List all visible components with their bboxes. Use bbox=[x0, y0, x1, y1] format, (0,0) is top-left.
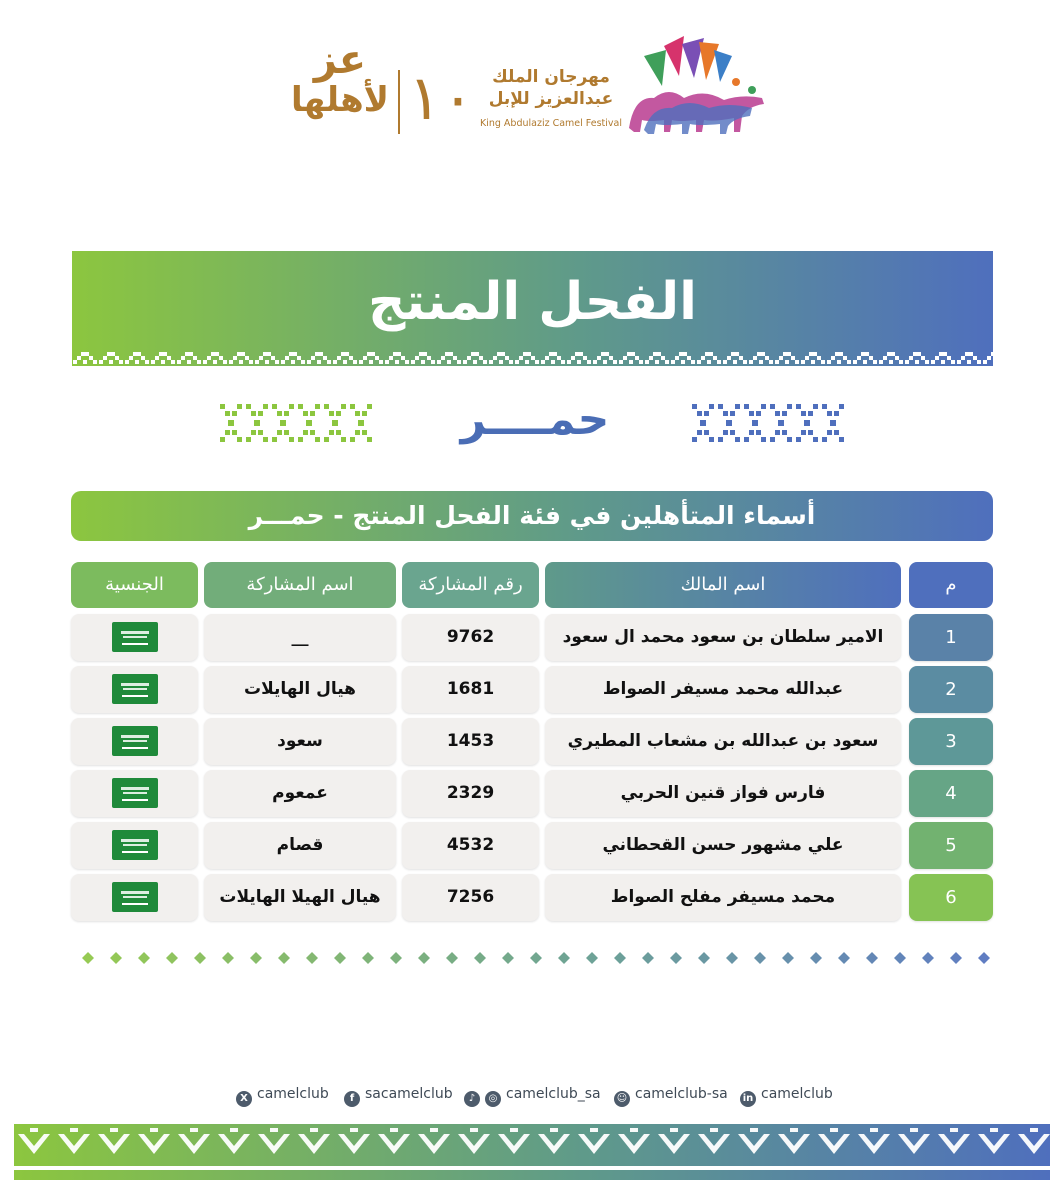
header-participation-name: اسم المشاركة bbox=[204, 562, 396, 608]
participation-number: 7256 bbox=[402, 874, 539, 921]
row-number: 3 bbox=[909, 718, 993, 765]
participation-name: __ bbox=[204, 614, 396, 661]
instagram-icon: ◎ bbox=[485, 1091, 501, 1107]
social-snapchat[interactable] bbox=[614, 1083, 728, 1105]
nationality-cell bbox=[71, 718, 198, 765]
linkedin-icon: in bbox=[740, 1091, 756, 1107]
row-number: 6 bbox=[909, 874, 993, 921]
participation-number: 2329 bbox=[402, 770, 539, 817]
participation-number: 1681 bbox=[402, 666, 539, 713]
page-title: الفحل المنتج bbox=[368, 272, 697, 332]
header-number: م bbox=[909, 562, 993, 608]
title-sadu-pattern bbox=[72, 352, 993, 372]
nationality-cell bbox=[71, 822, 198, 869]
social-linkedin[interactable] bbox=[740, 1083, 833, 1105]
row-number: 5 bbox=[909, 822, 993, 869]
category-subtitle: حمــــر bbox=[460, 394, 610, 445]
saudi-flag-icon bbox=[112, 778, 158, 808]
edition-number: ١٠ bbox=[408, 61, 475, 134]
header-nationality: الجنسية bbox=[71, 562, 198, 608]
tiktok-icon: ♪ bbox=[464, 1091, 480, 1107]
izz-li-ahliha-logo bbox=[290, 37, 390, 150]
festival-ar-line1: مهرجان الملك bbox=[492, 67, 610, 87]
nationality-cell bbox=[71, 874, 198, 921]
row-number: 4 bbox=[909, 770, 993, 817]
logo-izz-line2: لأهلها bbox=[291, 80, 389, 120]
saudi-flag-icon bbox=[112, 674, 158, 704]
x-icon: X bbox=[236, 1091, 252, 1107]
social-handle: camelclub_sa bbox=[506, 1086, 601, 1102]
camel-riders-logo-icon bbox=[624, 36, 769, 136]
owner-name: محمد مسيفر مفلح الصواط bbox=[545, 874, 901, 921]
facebook-icon: f bbox=[344, 1091, 360, 1107]
footer-sadu-band bbox=[14, 1124, 1050, 1180]
nationality-cell bbox=[71, 614, 198, 661]
decorative-pattern-right bbox=[690, 402, 845, 444]
header-participation-number: رقم المشاركة bbox=[402, 562, 539, 608]
saudi-flag-icon bbox=[112, 830, 158, 860]
snapchat-icon: ☺ bbox=[614, 1091, 630, 1107]
social-facebook[interactable] bbox=[344, 1083, 453, 1105]
saudi-flag-icon bbox=[112, 882, 158, 912]
festival-ar-line2: عبدالعزيز للإبل bbox=[488, 89, 614, 109]
festival-name-ar bbox=[476, 66, 626, 116]
participation-name: قصام bbox=[204, 822, 396, 869]
social-handle: camelclub bbox=[761, 1086, 833, 1102]
saudi-flag-icon bbox=[112, 622, 158, 652]
social-handle: camelclub-sa bbox=[635, 1086, 728, 1102]
owner-name: علي مشهور حسن القحطاني bbox=[545, 822, 901, 869]
owner-name: عبدالله محمد مسيفر الصواط bbox=[545, 666, 901, 713]
nationality-cell bbox=[71, 770, 198, 817]
social-handle: sacamelclub bbox=[365, 1086, 453, 1102]
logo-izz-line1: عز bbox=[313, 37, 367, 83]
participation-name: هيال الهيلا الهايلات bbox=[204, 874, 396, 921]
festival-name-en: King Abdulaziz Camel Festival bbox=[479, 118, 622, 129]
participation-number: 9762 bbox=[402, 614, 539, 661]
participation-number: 1453 bbox=[402, 718, 539, 765]
participation-number: 4532 bbox=[402, 822, 539, 869]
owner-name: الامير سلطان بن سعود محمد ال سعود bbox=[545, 614, 901, 661]
logo-divider bbox=[398, 70, 400, 134]
owner-name: فارس فواز قنين الحربي bbox=[545, 770, 901, 817]
participation-name: هيال الهايلات bbox=[204, 666, 396, 713]
bottom-sadu-strip bbox=[74, 944, 990, 972]
header-owner: اسم المالك bbox=[545, 562, 901, 608]
decorative-pattern-left bbox=[218, 402, 373, 444]
owner-name: سعود بن عبدالله بن مشعاب المطيري bbox=[545, 718, 901, 765]
nationality-cell bbox=[71, 666, 198, 713]
social-x[interactable] bbox=[236, 1083, 329, 1105]
social-handle: camelclub bbox=[257, 1086, 329, 1102]
social-tiktok-instagram[interactable] bbox=[464, 1083, 601, 1105]
row-number: 1 bbox=[909, 614, 993, 661]
saudi-flag-icon bbox=[112, 726, 158, 756]
participation-name: عمعوم bbox=[204, 770, 396, 817]
participation-name: سعود bbox=[204, 718, 396, 765]
row-number: 2 bbox=[909, 666, 993, 713]
qualified-names-heading: أسماء المتأهلين في فئة الفحل المنتج - حمـــر bbox=[71, 491, 993, 541]
